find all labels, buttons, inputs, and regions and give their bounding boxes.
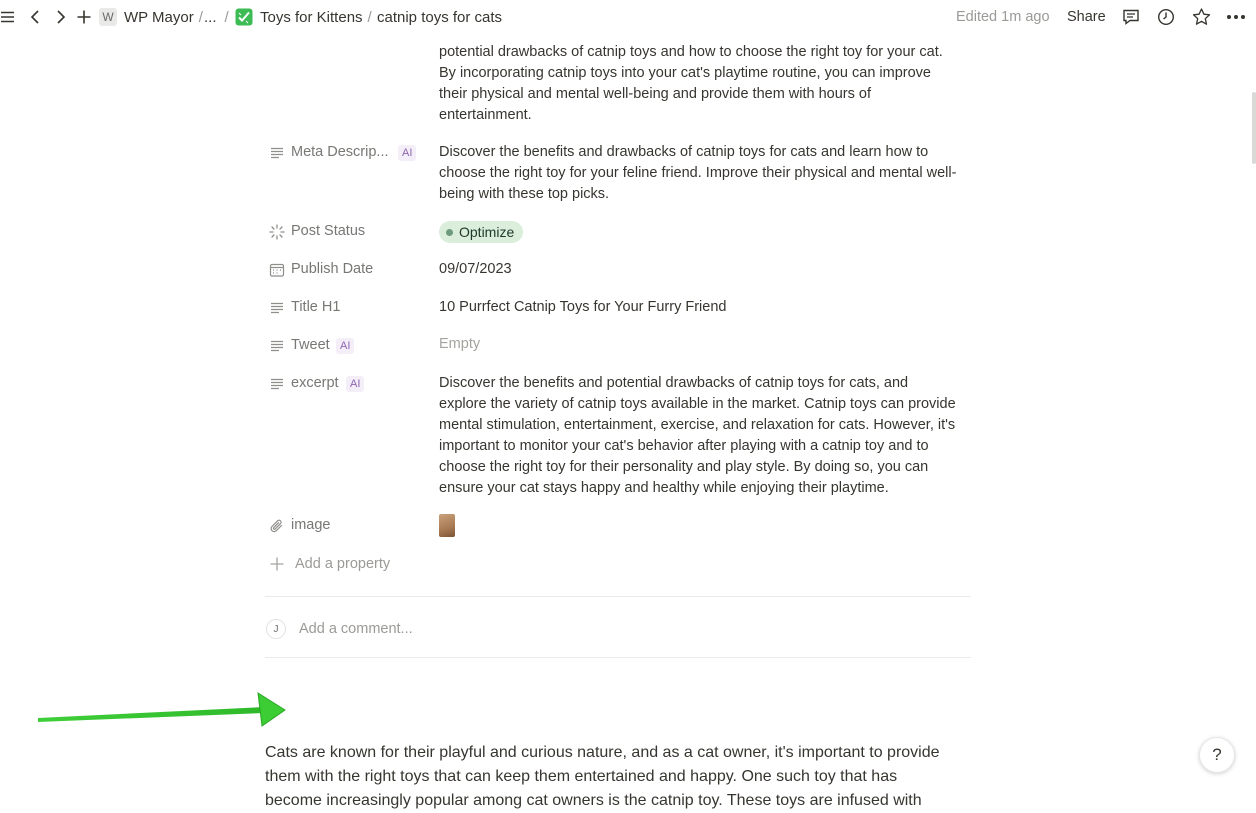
text-line: being with these top picks. bbox=[439, 186, 610, 202]
property-label[interactable]: Tweet bbox=[291, 337, 330, 353]
add-property-button[interactable] bbox=[269, 555, 390, 573]
previous-property-value[interactable] bbox=[439, 42, 969, 126]
text-line: become increasingly popular among cat owners is the catnip toy. These toys are infused with bbox=[265, 792, 922, 809]
property-label[interactable]: Meta Descrip... bbox=[291, 144, 389, 160]
breadcrumb-parent[interactable] bbox=[235, 0, 372, 34]
text-line: potential drawbacks of catnip toys and how to choose the right toy for your cat. bbox=[439, 44, 943, 60]
new-page-plus-icon[interactable] bbox=[76, 0, 92, 34]
top-bar bbox=[0, 0, 1256, 34]
text-line: explore the variety of catnip toys available in the market. Catnip toys can provide bbox=[439, 396, 956, 412]
comment-input[interactable] bbox=[266, 618, 413, 640]
text-lines-icon bbox=[269, 300, 285, 316]
ai-badge[interactable]: AI bbox=[346, 376, 364, 392]
property-label[interactable]: image bbox=[291, 517, 331, 533]
text-line: mental stimulation, entertainment, exercise, and relaxation for cats. However, it's bbox=[439, 417, 956, 433]
property-value-empty[interactable]: Empty bbox=[439, 336, 481, 352]
image-thumbnail[interactable] bbox=[439, 514, 455, 537]
more-options-icon[interactable] bbox=[1226, 0, 1246, 34]
text-lines-icon bbox=[269, 145, 285, 161]
share-label: Share bbox=[1067, 9, 1106, 25]
help-question-icon: ? bbox=[1212, 745, 1222, 764]
history-clock-icon[interactable] bbox=[1157, 0, 1175, 34]
edited-status bbox=[956, 0, 1050, 34]
ai-badge[interactable]: AI bbox=[398, 145, 416, 161]
scrollbar-thumb[interactable] bbox=[1252, 92, 1256, 164]
text-line: entertainment. bbox=[439, 107, 532, 123]
divider bbox=[265, 596, 971, 597]
favorite-star-icon[interactable] bbox=[1192, 0, 1211, 34]
property-value[interactable] bbox=[439, 373, 969, 499]
breadcrumb-separator: / bbox=[224, 8, 229, 26]
property-label[interactable]: Title H1 bbox=[291, 299, 341, 315]
paperclip-icon bbox=[269, 518, 285, 534]
text-line: them with the right toys that can keep them entertained and happy. One such toy that has bbox=[265, 768, 898, 785]
breadcrumb-separator: / bbox=[367, 8, 372, 26]
status-dot-icon bbox=[446, 229, 453, 236]
property-value[interactable] bbox=[439, 142, 969, 205]
text-line: choose the right toy for their personality and play style. By doing so, you can bbox=[439, 459, 929, 475]
avatar: J bbox=[266, 619, 286, 639]
checkmark-page-icon bbox=[235, 8, 253, 26]
breadcrumb-ellipsis[interactable] bbox=[204, 0, 229, 34]
help-button[interactable] bbox=[1199, 737, 1235, 773]
plus-icon bbox=[269, 556, 285, 572]
breadcrumb-current-label: catnip toys for cats bbox=[377, 8, 503, 26]
status-pill[interactable] bbox=[439, 221, 523, 243]
text-line: Cats are known for their playful and curious nature, and as a cat owner, it's important to provide bbox=[265, 744, 940, 761]
text-line: important to monitor your cat's behavior after playing with a catnip toy and to bbox=[439, 438, 929, 454]
property-label[interactable]: Post Status bbox=[291, 223, 366, 239]
text-line: their physical and mental well-being and provide them with hours of bbox=[439, 86, 872, 102]
property-label[interactable]: Publish Date bbox=[291, 261, 374, 277]
breadcrumb-workspace-label: WP Mayor bbox=[124, 8, 194, 26]
breadcrumb-current[interactable] bbox=[377, 0, 502, 34]
text-line: ensure your cat stays happy and healthy while enjoying their playtime. bbox=[439, 480, 889, 496]
comments-icon[interactable] bbox=[1122, 0, 1140, 34]
ai-badge[interactable]: AI bbox=[336, 338, 354, 354]
back-icon[interactable] bbox=[28, 0, 42, 34]
text-line: Discover the benefits and drawbacks of catnip toys for cats and learn how to bbox=[439, 144, 929, 160]
share-button[interactable] bbox=[1067, 0, 1106, 34]
text-line: Discover the benefits and potential drawbacks of catnip toys for cats, and bbox=[439, 375, 909, 391]
property-value[interactable]: 10 Purrfect Catnip Toys for Your Furry Friend bbox=[439, 299, 727, 315]
breadcrumb-ellipsis-label: ... bbox=[204, 8, 217, 26]
sidebar-menu-icon[interactable] bbox=[0, 0, 16, 34]
breadcrumb-separator: / bbox=[198, 8, 203, 26]
text-line: By incorporating catnip toys into your cat's playtime routine, you can improve bbox=[439, 65, 931, 81]
breadcrumb-workspace[interactable] bbox=[99, 0, 203, 34]
status-value: Optimize bbox=[459, 224, 515, 240]
page-body-paragraph[interactable] bbox=[265, 741, 965, 813]
divider bbox=[265, 657, 971, 658]
status-loader-icon bbox=[269, 224, 285, 240]
green-arrow-icon bbox=[36, 690, 288, 730]
calendar-icon bbox=[269, 262, 285, 278]
workspace-icon: W bbox=[99, 8, 117, 26]
comment-placeholder: Add a comment... bbox=[299, 621, 413, 637]
property-value[interactable]: 09/07/2023 bbox=[439, 261, 512, 277]
text-lines-icon bbox=[269, 376, 285, 392]
edited-label: Edited 1m ago bbox=[956, 9, 1050, 25]
text-line: choose the right toy for your feline friend. Improve their physical and mental well- bbox=[439, 165, 957, 181]
property-label[interactable]: excerpt bbox=[291, 375, 339, 391]
add-property-label: Add a property bbox=[295, 556, 391, 572]
text-lines-icon bbox=[269, 338, 285, 354]
forward-icon[interactable] bbox=[54, 0, 68, 34]
breadcrumb-parent-label: Toys for Kittens bbox=[260, 8, 363, 26]
